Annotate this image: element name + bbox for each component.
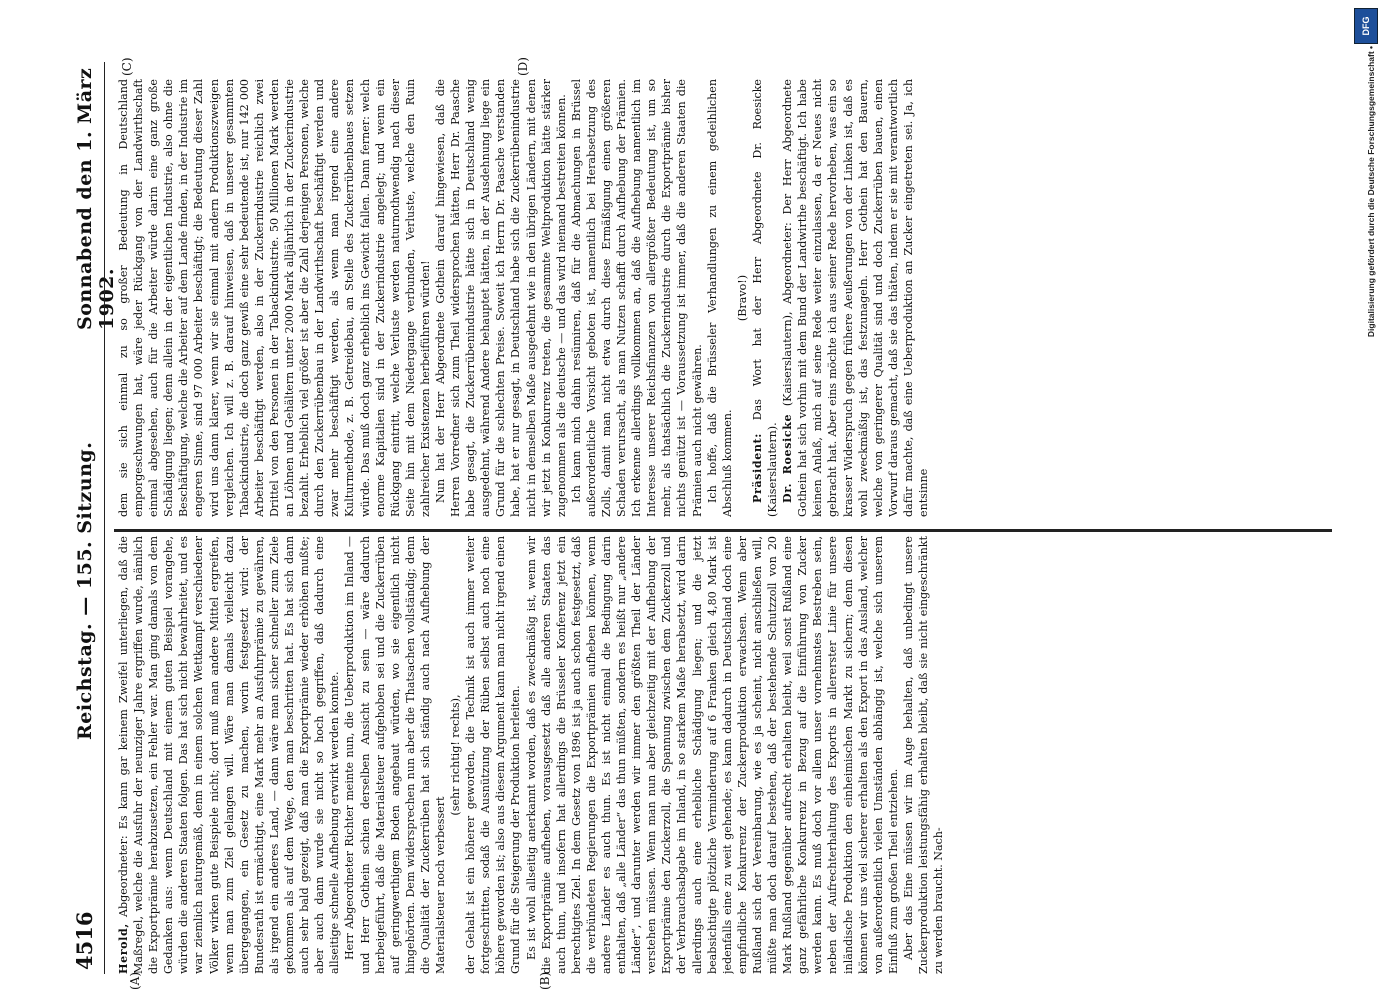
paragraph: dem sie sich einmal zu so großer Bedeutung in Deutschland emporgeschwungen hat, wäre jeder Rückgang von der Landwirthschaft einmal abgesehen, auch für die Arbeiter würde darin eine ganz große Schädigung liegen; denn allein in der eigentlichen Industrie, also ohne die Beschäftigung, welche die Arbeiter auf dem Lande finden, in der Industrie im engeren Sinne, sind 97 000 Arbeiter beschäftigt; die Bedeutung dieser Zahl wird uns dann klarer, wenn wir sie einmal mit andern Produktionszweigen vergleichen. Ich will z. B. darauf hinweisen, daß in unserer gesammten Tabackindustrie, die doch ganz gewiß eine sehr bedeutende ist, nur 142 000 Arbeiter beschäftigt werden, also in der Zuckerindustrie reichlich zwei Drittel von den Personen in der Tabackindustrie. 50 Millionen Mark werden an Löhnen und Gehältern unter 2000 Mark alljährlich in der Zuckerindustrie bezahlt. Erheblich viel größer ist aber die Zahl derjenigen Personen, welche durch den Zuckerrübenbau in der Landwirthschaft beschäftigt werden und zwar mehr beschäftigt werden, als wenn man irgend eine andere Kulturmethode, z. B. Getreidebau, an Stelle des Zuckerrübenbaues setzen würde. Das muß doch ganz erheblich ins Gewicht fallen. Dann ferner: welch enorme Kapitalien sind in der Zuckerindustrie angelegt; und wenn ein Rückgang eintritt, welche Verluste werden naturnothwendig nach dieser Seite hin mit dem Niedergange verbunden, Verluste, welche den Ruin zahlreicher Existenzen herbeiführen würden!: [117, 79, 432, 517]
credit-text: Digitalisierung gefördert durch die Deutsche Forschungsgemeinschaft •: [1366, 46, 1376, 338]
speaker-name: Präsident:: [750, 433, 764, 503]
speech-text: Das Wort hat der Herr Abgeordnete Dr. Roesicke (Kaiserslautern).: [750, 79, 780, 517]
margin-marker-a: (A): [128, 971, 142, 990]
paragraph: [750, 79, 780, 517]
interjection: (sehr richtig! rechts),: [449, 694, 463, 816]
paragraph: [116, 536, 342, 974]
paragraph: Ich hoffe, daß die Brüsseler Verhandlungen zu einem gedeihlichen Abschluß kommen.: [705, 79, 734, 517]
digitization-credit: [1353, 6, 1379, 996]
paragraph: Herr Abgeordneter Richter meinte nun, die Ueberproduktion im Inland — und Herr Gothein schien derselben Ansicht zu sein — wäre dadurch herbeigeführt, daß die Materialsteuer aufgehoben sei und die Zuckerrüben auf geringwerthigem Boden angebaut würden, wo sie eigentlich nicht hingehörten. Dem widersprechen nun aber die Thatsachen vollständig; denn die Qualität der Zuckerrüben hat sich ständig auch nach Aufhebung der Materialsteuer noch verbessert: [343, 536, 447, 974]
page-header: [72, 66, 118, 970]
speech-text: (Kaiserslautern), Abgeordneter: Der Herr Abgeordnete Gothein hat sich vorhin mit dem Bund der Landwirthe beschäftigt. Ich habe keinen Anlaß, mich auf seine Rede weiter einzulassen, da er Neues nicht gebracht hat. Aber eins möchte ich aus seiner Rede hervorheben, was ein so krasser Widerspruch gegen frühere Aeußerungen von der Linken ist, daß es wohl zweckmäßig ist, das festzunageln. Herr Gothein hat den Bauern, welche von geringerer Qualität sind und doch Zuckerrüben bauen, einen Vorwurf daraus gemacht, daß sie das thäten, indem er sie mit verantwortlich dafür machte, daß eine Ueberproduktion an Zucker eingetreten sei. Ja, ich entsinne: [781, 79, 930, 517]
speaker-name: Dr. Roesicke: [781, 413, 795, 503]
paragraph: [780, 79, 931, 517]
paragraph: Nun hat der Herr Abgeordnete Gothein darauf hingewiesen, daß die Herren Vorredner sich zum Theil widersprochen hätten, Herr Dr. Paasche habe gesagt, die Zuckerrübenindustrie hätte sich in Deutschland wenig ausgedehnt, während Andere behauptet hätten, in der Ausdehnung liege ein Grund für die schlechten Preise. Soweit ich Herrn Dr. Paasche verstanden habe, hat er nur gesagt, in Deutschland habe sich die Zuckerrübenindustrie nicht in demselben Maße ausgedehnt wie in den übrigen Ländern, mit denen wir jetzt in Konkurrenz treten, die gesammte Weltproduktion hätte stärker zugenommen als die deutsche — und das wird niemand bestreiten können.: [433, 79, 568, 517]
paragraph: Aber das Eine müssen wir im Auge behalten, daß unbedingt unsere Zuckerproduktion leistungsfähig erhalten bleibt, daß sie nicht eingeschränkt zu werden braucht. Nach-: [901, 536, 946, 974]
dfg-logo-text: DFG: [1361, 16, 1371, 36]
speaker-name: Herold,: [117, 923, 130, 974]
paragraph: der Gehalt ist ein höherer geworden, die Technik ist auch immer weiter fortgeschritten, sodaß die Ausnützung der Rüben selbst auch noch eine höhere geworden ist; also aus diesem Argument kann man nicht irgend einen Grund für die Steigerung der Produktion herleiten.: [464, 536, 523, 974]
dfg-logo: [1354, 8, 1378, 44]
interjection: (Bravo!): [735, 274, 749, 322]
session-title: Reichstag. — 155. Sitzung.: [74, 441, 96, 740]
column-divider: [114, 529, 1332, 532]
margin-marker-b: (B): [538, 971, 552, 990]
left-column: [116, 536, 1330, 974]
paragraph: Ich kann mich dahin resümiren, daß für die Abmachungen in Brüssel außerordentliche Vorsicht geboten ist, namentlich bei Herabsetzung des Zolls, damit man nicht etwa durch diese Ermäßigung einen größeren Schaden verursacht, als man Nutzen schafft durch Aufhebung der Prämien. Ich erkenne allerdings vollkommen an, daß die Aufhebung namentlich im Interesse unserer Reichsfinanzen von allergrößter Bedeutung ist, um so mehr, als thatsächlich die Zuckerindustrie durch die Exportprämie bisher nichts genützt ist — Voraussetzung ist immer, daß die anderen Staaten die Prämien auch nicht gewähren.: [569, 79, 704, 517]
newspaper-page: [70, 48, 1338, 988]
session-date: Sonnabend den 1. März 1902.: [74, 67, 118, 330]
right-column: [116, 79, 1330, 517]
speech-text: Abgeordneter: Es kann gar keinem Zweifel unterliegen, daß die Maßregel, welche die Ausfuhr der neunziger Jahre ergriffen wurde, nämlich die Exportprämie herabzusetzen, ein Fehler war. Man ging damals von dem Gedanken aus: wenn Deutschland mit einem guten Beispiel vorangehe, würden die anderen Staaten folgen. Das hat sich nicht bewahrheitet, und es war ziemlich naturgemäß, denn in einem solchen Wettkampf verschiedener Völker wirken gute Beispiele nicht; dort muß man andere Mittel ergreifen, wenn man zum Ziel gelangen will. Wäre man damals vielleicht dazu übergegangen, ein Gesetz zu machen, worin festgesetzt wird: der Bundesrath ist ermächtigt, eine Mark mehr an Ausfuhrprämie zu gewähren, als irgend ein anderes Land, — dann wäre man sicher schneller zum Ziele gekommen als auf dem Wege, den man beschritten hat. Es hat sich dann auch sehr bald gezeigt, daß man die Exportprämie wieder erhöhen mußte; aber auch dann wurde sie nicht so hoch gegriffen, daß dadurch eine allseitige schnelle Aufhebung erwirkt werden konnte.: [117, 536, 342, 974]
margin-marker-c: (C): [120, 57, 134, 76]
margin-marker-d: (D): [516, 57, 530, 76]
header-rule: [104, 62, 105, 974]
paragraph: Es ist wohl allseitig anerkannt worden, daß es zweckmäßig ist, wenn wir die Exportprämie aufheben, vorausgesetzt daß alle anderen Staaten das auch thun, und insofern hat allerdings die Brüsseler Konferenz jetzt ein berechtigtes Ziel. In dem Gesetz von 1896 ist ja auch schon festgesetzt, daß die verbündeten Regierungen die Exportprämien aufheben können, wenn andere Länder es auch thun. Es ist nicht einmal die Bedingung darin enthalten, daß „alle Länder“ das thun müßten, sondern es heißt nur „andere Länder“, und darunter werden wir immer den größten Theil der Länder verstehen müssen. Wenn man nun aber gleichzeitig mit der Aufhebung der Exportprämie den Zuckerzoll, die Spannung zwischen dem Zuckerzoll und der Verbrauchsabgabe im Inland, in so starkem Maße herabsetzt, wird darin allerdings auch eine erhebliche Schädigung liegen; und die jetzt beabsichtigte plötzliche Verminderung auf 6 Franken gleich 4,80 Mark ist jedenfalls eine zu weit gehende; es kann dadurch in Deutschland doch eine empfindliche Konkurrenz der Zuckerproduktion erwachsen. Wenn aber Rußland sich der Vereinbarung, wie es ja scheint, nicht anschließen will, müßte man doch darauf bestehen, daß der bestehende Schutzzoll von 20 Mark Rußland gegenüber aufrecht erhalten bleibt, weil sonst Rußland eine ganz gefährliche Konkurrenz in Bezug auf die Einführung von Zucker werden kann. Es muß doch vor allem unser vornehmstes Bestreben sein, neben der Aufrechterhaltung des Exports in allererster Linie für unsere inländische Produktion den einheimischen Markt zu sichern; denn diesen können wir uns viel sicherer erhalten als den Export in das Ausland, welcher von außerordentlich vielen Umständen abhängig ist, welche sich unserem Einfluß zum großen Theil entziehen.: [524, 536, 900, 974]
page-number: 4516: [72, 911, 97, 970]
